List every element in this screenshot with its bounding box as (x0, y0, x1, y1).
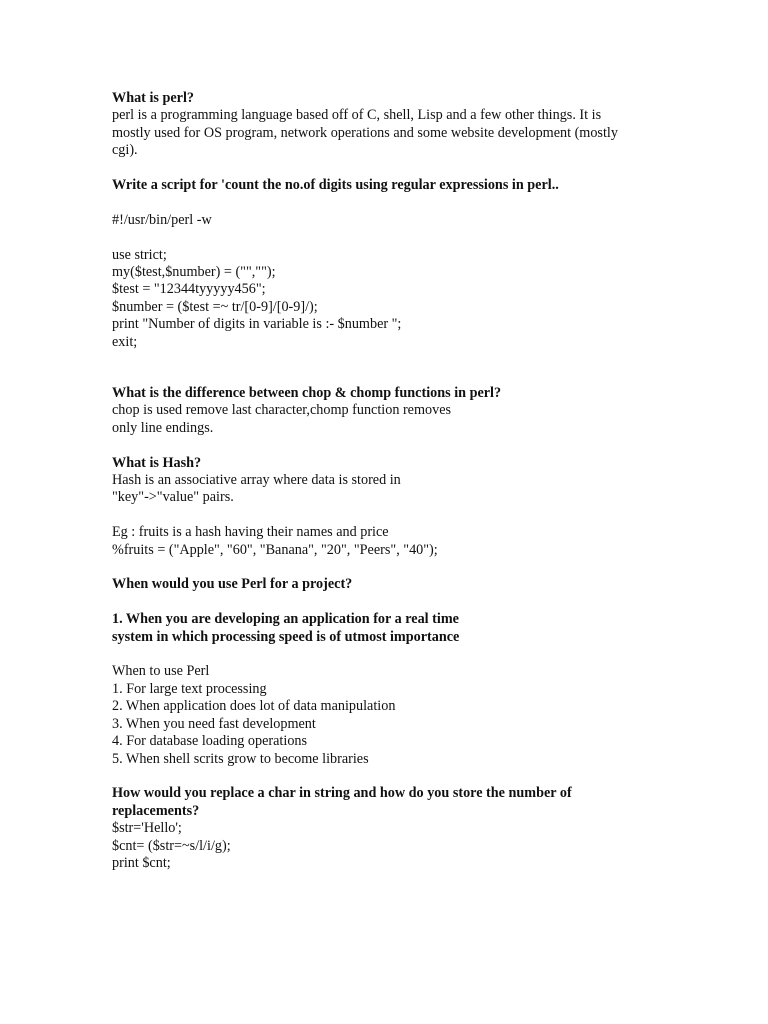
spacer (112, 594, 672, 611)
list-item: 5. When shell scrits grow to become libraries (112, 750, 369, 767)
code-line: $cnt= ($str=~s/l/i/g); (112, 837, 231, 854)
code-line: print $cnt; (112, 854, 171, 871)
answer-line: only line endings. (112, 419, 214, 436)
list-item: 1. For large text processing (112, 680, 267, 697)
code-line: print "Number of digits in variable is :- $number "; (112, 316, 402, 333)
answer-line: cgi). (112, 142, 138, 159)
answer-bold-line: system in which processing speed is of utmost importance (112, 628, 460, 645)
list-title: When to use Perl (112, 663, 210, 680)
question-replace-char-cont: replacements? (112, 802, 200, 819)
code-line: $str='Hello'; (112, 820, 182, 837)
question-when-use-perl: When would you use Perl for a project? (112, 576, 353, 593)
question-count-digits-script: Write a script for 'count the no.of digits using regular expressions in perl.. (112, 177, 559, 194)
answer-line: Hash is an associative array where data is stored in (112, 472, 401, 489)
spacer (112, 351, 672, 385)
spacer (112, 646, 672, 663)
list-item: 2. When application does lot of data manipulation (112, 698, 396, 715)
question-replace-char: How would you replace a char in string and how do you store the number of (112, 785, 572, 802)
spacer (112, 768, 672, 785)
spacer (112, 194, 672, 211)
code-line: use strict; (112, 246, 167, 263)
list-item: 4. For database loading operations (112, 733, 308, 750)
spacer (112, 507, 672, 524)
answer-line: "key"->"value" pairs. (112, 489, 234, 506)
spacer (112, 559, 672, 576)
answer-line: perl is a programming language based off of C, shell, Lisp and a few other things. It is (112, 107, 602, 124)
code-line: $number = ($test =~ tr/[0-9]/[0-9]/); (112, 298, 318, 315)
answer-line: chop is used remove last character,chomp function removes (112, 402, 452, 419)
answer-bold-line: 1. When you are developing an application for a real time (112, 611, 459, 628)
example-line: Eg : fruits is a hash having their names and price (112, 524, 389, 541)
question-what-is-perl: What is perl? (112, 90, 194, 106)
answer-line: mostly used for OS program, network operations and some website development (mostly (112, 124, 618, 141)
list-item: 3. When you need fast development (112, 715, 316, 732)
question-chop-chomp: What is the difference between chop & chomp functions in perl? (112, 385, 502, 402)
code-line: $test = "12344tyyyyy456"; (112, 281, 266, 298)
spacer (112, 437, 672, 454)
example-line: %fruits = ("Apple", "60", "Banana", "20", "Peers", "40"); (112, 541, 438, 558)
document-page (112, 90, 672, 872)
code-line: my($test,$number) = ("",""); (112, 264, 276, 281)
spacer (112, 160, 672, 177)
spacer (112, 229, 672, 246)
code-shebang: #!/usr/bin/perl -w (112, 211, 212, 228)
question-what-is-hash: What is Hash? (112, 454, 202, 471)
code-line: exit; (112, 333, 138, 350)
